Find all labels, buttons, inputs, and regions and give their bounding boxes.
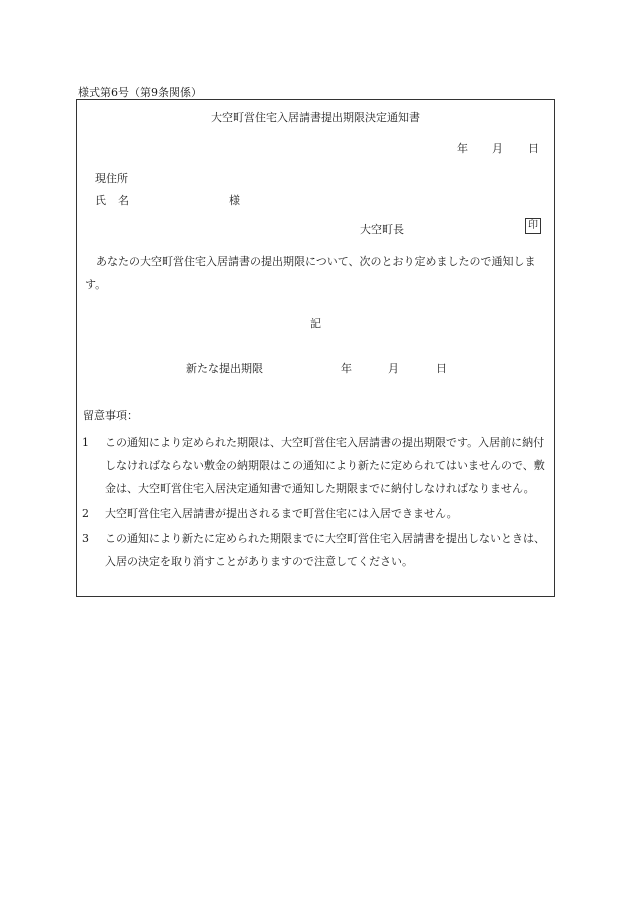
note-text: この通知により新たに定められた期限までに大空町営住宅入居請書を提出しないときは、入居の決定を取り消すことがありますので注意してください。 <box>105 532 545 568</box>
note-number: 2 <box>82 507 89 520</box>
note-item <box>81 502 551 525</box>
note-number: 1 <box>82 436 89 449</box>
deadline-year-label: 年 <box>341 362 352 375</box>
honorific-label: 様 <box>229 194 240 207</box>
document-title: 大空町営住宅入居請書提出期限決定通知書 <box>211 111 420 124</box>
note-item <box>81 527 551 573</box>
deadline-day-label: 日 <box>436 362 447 375</box>
date-month-label: 月 <box>492 142 503 155</box>
form-number: 様式第6号（第9条関係） <box>78 86 202 99</box>
note-text: この通知により定められた期限は、大空町営住宅入居請書の提出期限です。入居前に納付しなければならない敷金の納期限はこの通知により新たに定められてはいませんので、敷金は、大空町営住宅入居決定通知書で通知した期限までに納付しなければなりません。 <box>105 436 545 495</box>
date-day-label: 日 <box>528 142 539 155</box>
seal-mark: 印 <box>525 218 541 234</box>
deadline-month-label: 月 <box>388 362 399 375</box>
note-item <box>81 431 551 500</box>
body-paragraph: あなたの大空町営住宅入居請書の提出期限について、次のとおり定めましたので通知します。 <box>85 255 536 291</box>
address-label: 現住所 <box>95 172 128 185</box>
deadline-label: 新たな提出期限 <box>186 362 263 375</box>
ki-heading: 記 <box>310 317 321 330</box>
notice-frame <box>76 99 555 597</box>
note-text: 大空町営住宅入居請書が提出されるまで町営住宅には入居できません。 <box>105 507 458 520</box>
note-number: 3 <box>82 532 89 545</box>
date-year-label: 年 <box>457 142 468 155</box>
notes-list <box>81 431 551 575</box>
name-label: 氏名 <box>95 194 141 207</box>
notes-title: 留意事項： <box>83 409 138 422</box>
sender-label: 大空町長 <box>360 223 404 236</box>
